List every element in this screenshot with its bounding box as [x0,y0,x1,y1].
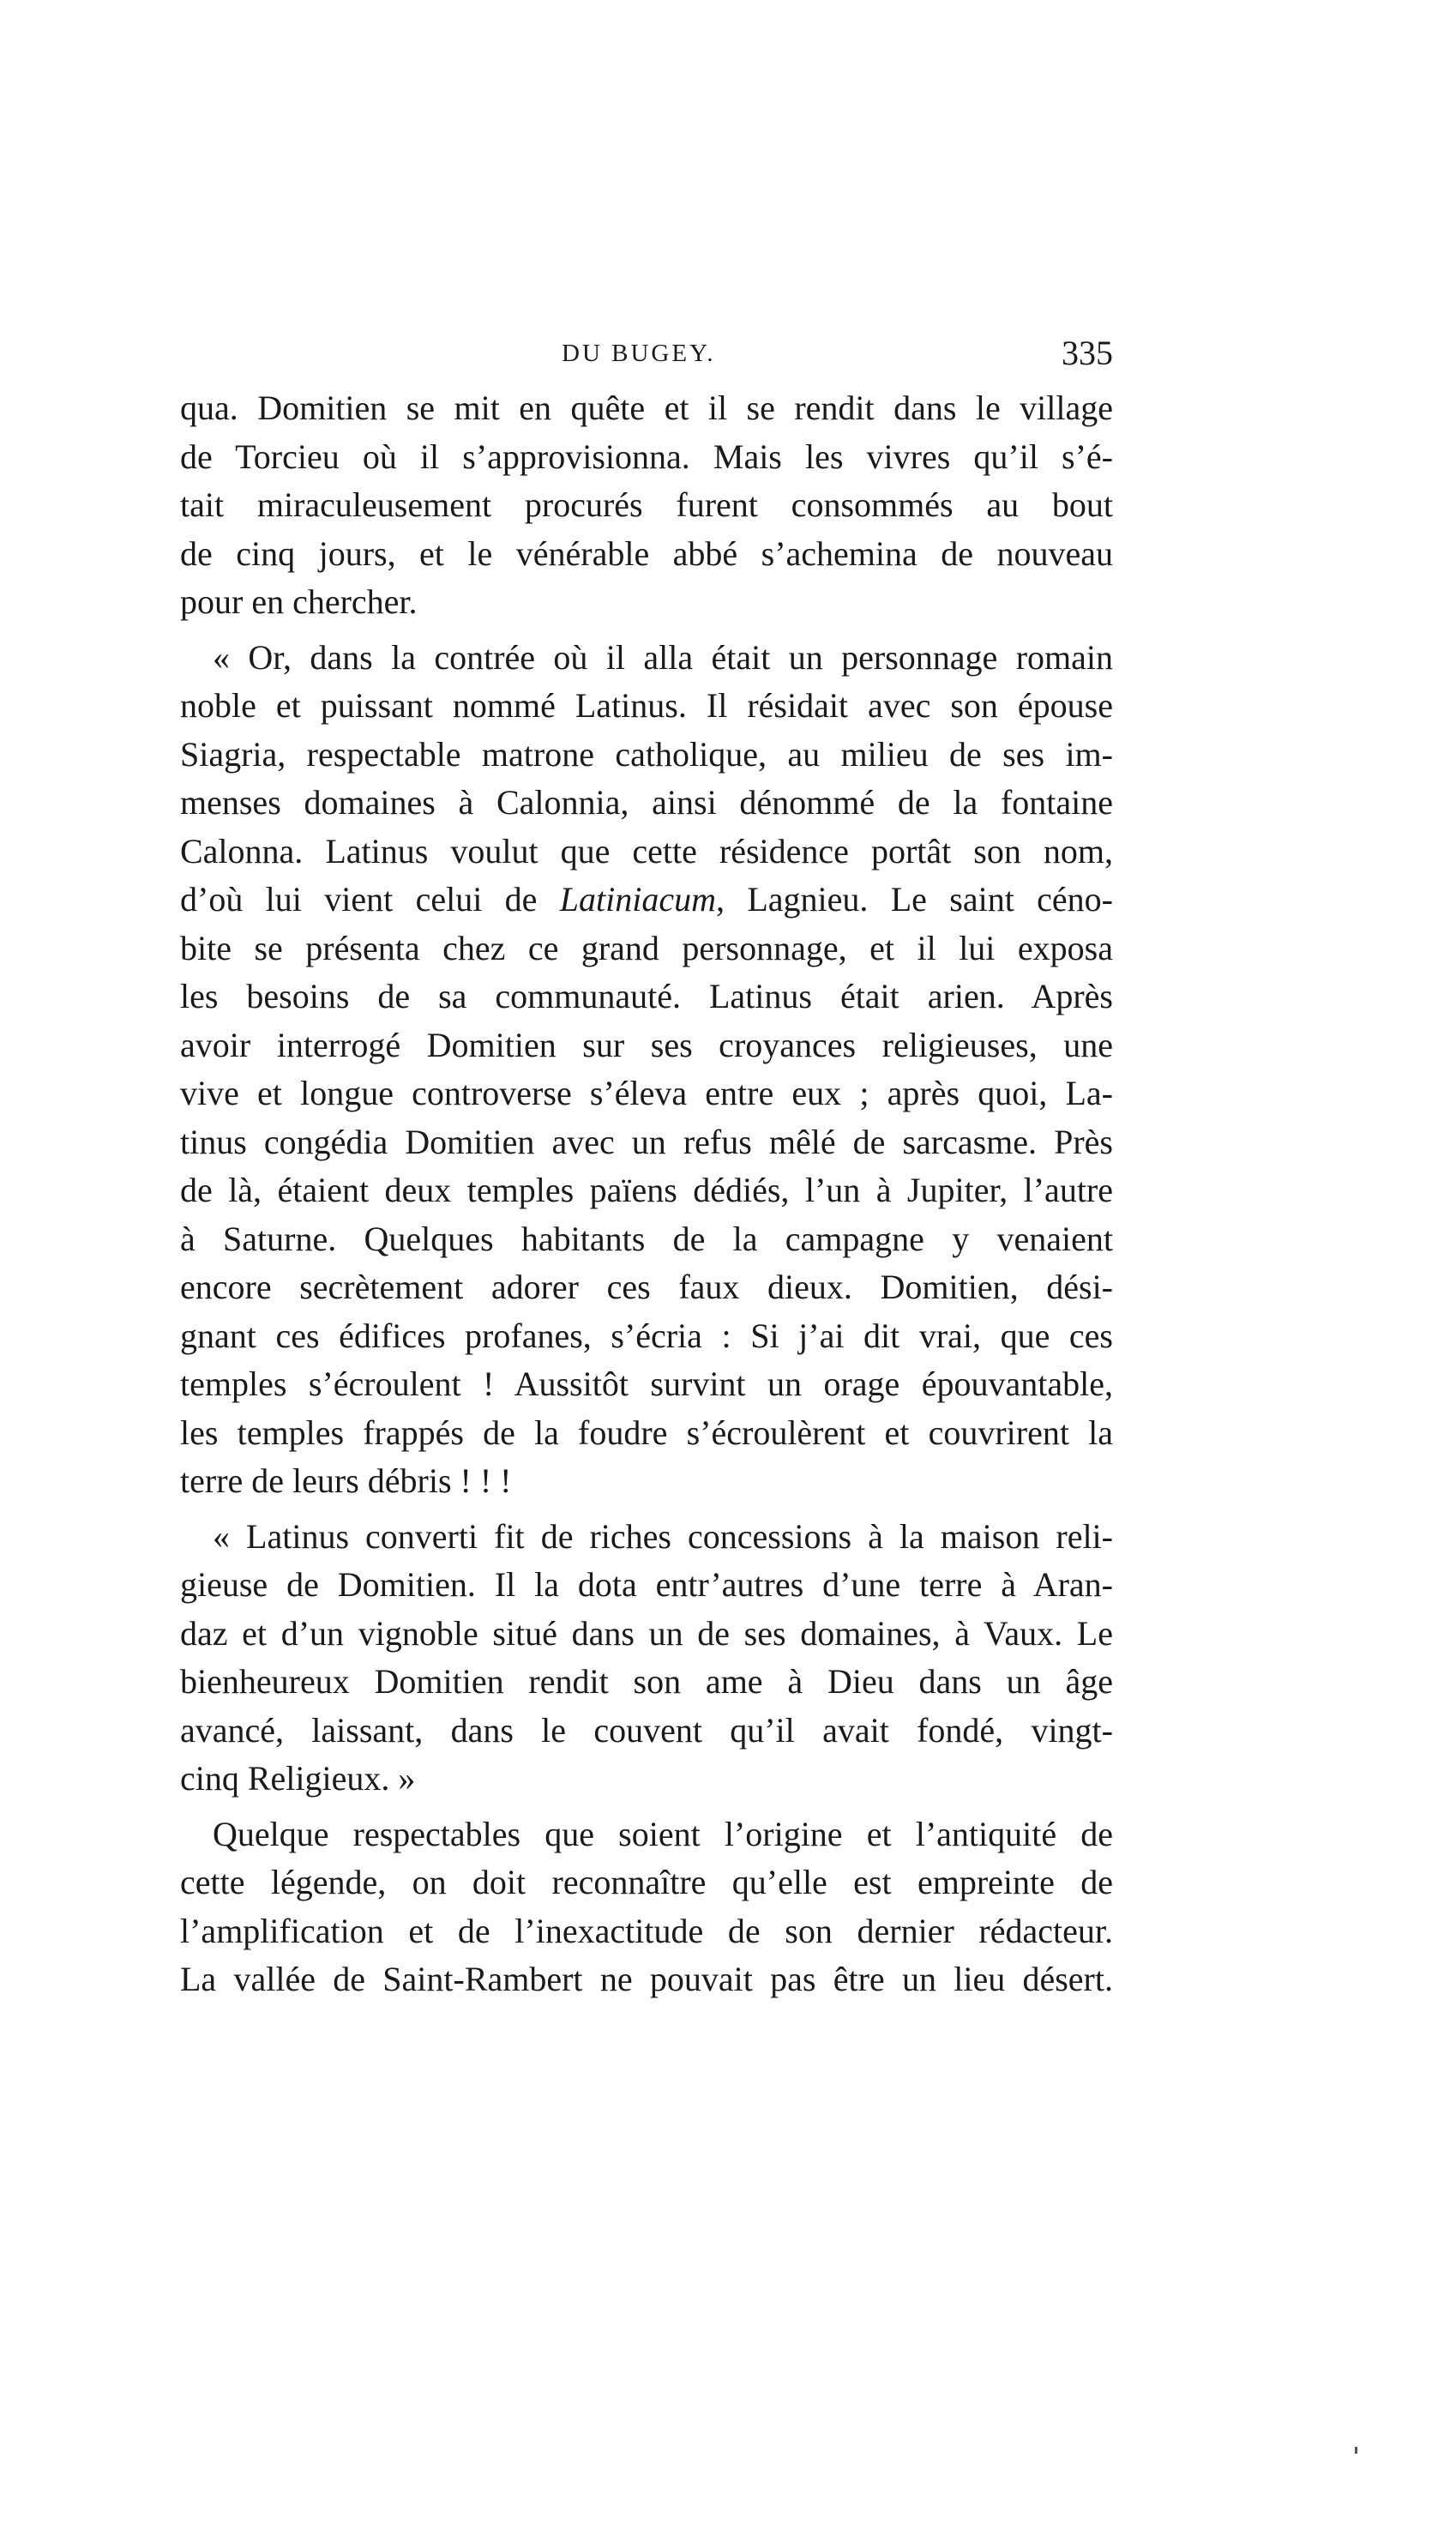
page-number: 335 [1062,334,1113,372]
text-line: cette légende, on doit reconnaître qu’elle est empreinte de [180,1863,1113,1901]
text-line: bienheureux Domitien rendit son ame à Dieu dans un âge [180,1662,1113,1701]
text-line: bite se présenta chez ce grand personnage, et il lui exposa [180,928,1113,967]
text-line: Quelque respectables que soient l’origine et l’antiquité de [213,1814,1113,1853]
text-line: de Torcieu où il s’approvisionna. Mais les vivres qu’il s’é- [180,437,1113,476]
text-line: tinus congédia Domitien avec un refus mêlé de sarcasme. Près [180,1122,1113,1161]
text-line: terre de leurs débris ! ! ! [180,1461,512,1500]
text-line: noble et puissant nommé Latinus. Il résidait avec son épouse [180,686,1113,725]
text-line-with-italic [180,876,1113,925]
text-line: gieuse de Domitien. Il la dota entr’autres d’une terre à Aran- [180,1565,1113,1604]
text-line: vive et longue controverse s’éleva entre eux ; après quoi, La- [180,1074,1113,1112]
body-text [180,384,1113,2004]
text-line: menses domaines à Calonnia, ainsi dénommé de la fontaine [180,783,1113,822]
text-fragment: d’où lui vient celui de [180,880,560,919]
text-line: encore secrètement adorer ces faux dieux. Domitien, dési- [180,1268,1113,1306]
text-line: cinq Religieux. » [180,1759,416,1798]
paragraph-3 [180,1513,1113,1804]
text-line: l’amplification et de l’inexactitude de son dernier rédacteur. [180,1911,1113,1950]
text-line: de cinq jours, et le vénérable abbé s’achemina de nouveau [180,533,1113,573]
text-line: avancé, laissant, dans le couvent qu’il avait fondé, vingt- [180,1710,1113,1750]
text-line: gnant ces édifices profanes, s’écria : Si j’ai dit vrai, que ces [180,1316,1113,1355]
text-line: « Or, dans la contrée où il alla était un personnage romain [213,637,1113,677]
running-title: DU BUGEY. [562,340,716,367]
text-line: tait miraculeusement procurés furent consommés au bout [180,485,1113,524]
text-line: daz et d’un vignoble situé dans un de ses domaines, à Vaux. Le [180,1613,1113,1653]
text-line: qua. Domitien se mit en quête et il se rendit dans le village [180,389,1113,427]
text-line: les temples frappés de la foudre s’écroulèrent et couvrirent la [180,1413,1113,1452]
running-head [180,333,1113,376]
text-line: La vallée de Saint-Rambert ne pouvait pas être un lieu désert. [180,1960,1113,1998]
text-line: Calonna. Latinus voulut que cette résidence portât son nom, [180,831,1113,870]
paragraph-2 [180,634,1113,1506]
paragraph-1 [180,384,1113,627]
text-line: de là, étaient deux temples païens dédiés, l’un à Jupiter, l’autre [180,1171,1113,1209]
text-line: pour en chercher. [180,582,418,621]
text-fragment: , Lagnieu. Le saint céno- [716,880,1113,919]
text-line: temples s’écroulent ! Aussitôt survint un orage épouvantable, [180,1364,1113,1403]
text-line: les besoins de sa communauté. Latinus était arien. Après [180,977,1113,1015]
text-line: Siagria, respectable matrone catholique, au milieu de ses im- [180,734,1113,774]
text-line: avoir interrogé Domitien sur ses croyances religieuses, une [180,1025,1113,1064]
text-line: à Saturne. Quelques habitants de la campagne y venaient [180,1219,1113,1258]
paragraph-4 [180,1810,1113,2004]
italic-place-name: Latiniacum [559,880,716,919]
text-line: « Latinus converti fit de riches concessions à la maison reli- [213,1516,1113,1556]
paper-speck [1355,2447,1357,2454]
